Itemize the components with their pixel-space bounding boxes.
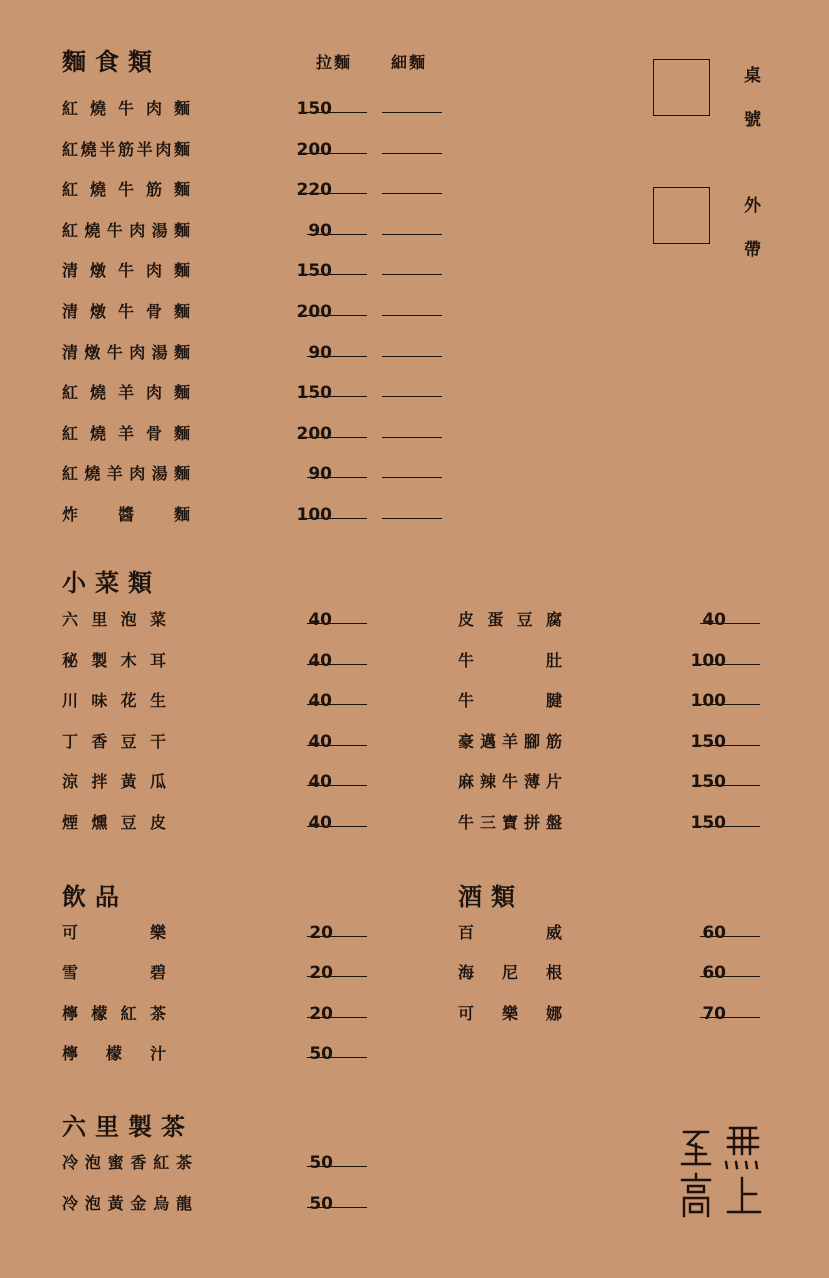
item-price: 150 — [296, 99, 332, 119]
lamian-quantity-field[interactable] — [307, 396, 367, 397]
item-name: 紅燒牛肉湯麵 — [62, 220, 190, 240]
item-price: 100 — [296, 505, 332, 525]
menu-row — [62, 607, 372, 635]
item-name: 牛腱 — [458, 691, 562, 711]
menu-row — [62, 729, 372, 757]
menu-row — [458, 1001, 768, 1029]
menu-row — [62, 920, 372, 948]
item-price: 40 — [308, 691, 332, 712]
menu-row — [62, 502, 452, 530]
menu-row — [458, 920, 768, 948]
item-price: 40 — [308, 731, 332, 752]
section-title-side-dishes: 小菜類 — [62, 569, 161, 597]
quantity-field[interactable] — [307, 936, 367, 937]
lamian-quantity-field[interactable] — [307, 112, 367, 113]
ximian-quantity-field[interactable] — [382, 234, 442, 235]
item-price: 50 — [309, 1153, 333, 1173]
menu-row — [458, 810, 768, 838]
item-name: 涼拌黃瓜 — [62, 772, 166, 792]
item-price: 100 — [690, 691, 726, 712]
quantity-field[interactable] — [700, 785, 760, 786]
table-number-label: 桌號 — [744, 66, 761, 130]
quantity-field[interactable] — [307, 1166, 367, 1167]
item-price: 70 — [702, 1003, 726, 1024]
item-price: 20 — [309, 1003, 333, 1024]
item-price: 60 — [702, 963, 726, 984]
item-price: 40 — [702, 610, 726, 630]
quantity-field[interactable] — [307, 623, 367, 624]
quantity-field[interactable] — [307, 1017, 367, 1018]
item-name: 紅燒牛筋麵 — [62, 180, 190, 200]
item-name: 川味花生 — [62, 691, 166, 711]
menu-row — [62, 380, 452, 408]
menu-row — [62, 810, 372, 838]
item-price: 200 — [296, 139, 332, 160]
item-name: 紅燒羊肉湯麵 — [62, 464, 190, 484]
quantity-field[interactable] — [307, 1057, 367, 1058]
menu-row — [62, 1150, 372, 1178]
quantity-field[interactable] — [307, 826, 367, 827]
item-price: 150 — [690, 772, 726, 793]
item-price: 200 — [296, 302, 332, 322]
menu-row — [62, 218, 452, 246]
item-name: 冷泡黃金烏龍 — [62, 1194, 192, 1213]
lamian-quantity-field[interactable] — [307, 193, 367, 194]
menu-row — [62, 1191, 372, 1219]
menu-row — [62, 421, 452, 449]
menu-row — [458, 729, 768, 757]
item-price: 90 — [308, 342, 332, 363]
item-price: 40 — [308, 610, 332, 630]
menu-row — [458, 960, 768, 988]
item-name: 清燉牛肉麵 — [62, 261, 190, 281]
ximian-quantity-field[interactable] — [382, 315, 442, 316]
item-price: 60 — [702, 923, 726, 943]
menu-row — [62, 769, 372, 797]
item-name: 紅燒羊肉麵 — [62, 383, 190, 403]
item-price: 90 — [308, 464, 332, 485]
item-price: 40 — [308, 772, 332, 793]
item-name: 紅燒羊骨麵 — [62, 423, 190, 443]
item-name: 檸檬紅茶 — [62, 1003, 166, 1023]
item-name: 可樂娜 — [458, 1003, 562, 1023]
quantity-field[interactable] — [700, 623, 760, 624]
section-title-alcohol: 酒類 — [458, 883, 524, 911]
menu-row — [62, 960, 372, 988]
item-name: 炸醬麵 — [62, 505, 190, 524]
item-price: 20 — [309, 963, 333, 984]
ximian-quantity-field[interactable] — [382, 356, 442, 357]
section-title-noodles: 麵食類 — [62, 48, 161, 76]
quantity-field[interactable] — [700, 1017, 760, 1018]
item-name: 海尼根 — [458, 963, 562, 983]
quantity-field[interactable] — [700, 826, 760, 827]
column-header-lamian: 拉麵 — [316, 53, 353, 72]
item-name: 豪邁羊腳筋 — [458, 731, 562, 751]
lamian-quantity-field[interactable] — [307, 234, 367, 235]
item-name: 可樂 — [62, 923, 166, 942]
item-price: 40 — [308, 813, 332, 833]
quantity-field[interactable] — [700, 976, 760, 977]
item-name: 丁香豆干 — [62, 731, 166, 751]
item-name: 清燉牛骨麵 — [62, 302, 190, 321]
menu-row — [62, 340, 452, 368]
item-name: 麻辣牛薄片 — [458, 772, 562, 792]
ximian-quantity-field[interactable] — [382, 437, 442, 438]
menu-row — [62, 299, 452, 327]
ximian-quantity-field[interactable] — [382, 112, 442, 113]
menu-row — [62, 1041, 372, 1069]
item-name: 紅燒牛肉麵 — [62, 99, 190, 118]
quantity-field[interactable] — [307, 1207, 367, 1208]
quantity-field[interactable] — [307, 704, 367, 705]
quantity-field[interactable] — [307, 976, 367, 977]
quantity-field[interactable] — [700, 936, 760, 937]
section-title-tea: 六里製茶 — [62, 1113, 194, 1141]
item-price: 150 — [690, 731, 726, 752]
menu-row — [62, 461, 452, 489]
item-price: 20 — [309, 923, 333, 943]
quantity-field[interactable] — [700, 704, 760, 705]
takeout-box[interactable] — [653, 187, 710, 244]
item-name: 雪碧 — [62, 963, 166, 983]
item-price: 150 — [296, 261, 332, 282]
item-price: 100 — [690, 650, 726, 671]
item-price: 200 — [296, 423, 332, 444]
item-name: 皮蛋豆腐 — [458, 610, 562, 629]
ximian-quantity-field[interactable] — [382, 274, 442, 275]
menu-row — [62, 96, 452, 124]
takeout-label: 外帶 — [744, 196, 761, 260]
menu-row — [62, 688, 372, 716]
menu-row — [458, 688, 768, 716]
column-header-ximian: 細麵 — [391, 53, 428, 72]
menu-row — [62, 648, 372, 676]
item-name: 煙燻豆皮 — [62, 813, 166, 832]
menu-row — [62, 137, 452, 165]
item-name: 秘製木耳 — [62, 650, 166, 670]
lamian-quantity-field[interactable] — [307, 356, 367, 357]
menu-row — [62, 258, 452, 286]
brand-logo — [672, 1120, 768, 1225]
item-price: 50 — [309, 1043, 333, 1064]
menu-row — [458, 769, 768, 797]
lamian-quantity-field[interactable] — [307, 477, 367, 478]
item-price: 90 — [308, 220, 332, 241]
section-title-drinks: 飲品 — [62, 883, 128, 911]
ximian-quantity-field[interactable] — [382, 477, 442, 478]
lamian-quantity-field[interactable] — [307, 315, 367, 316]
menu-row — [458, 607, 768, 635]
table-number-box[interactable] — [653, 59, 710, 116]
item-name: 百威 — [458, 923, 562, 942]
lamian-quantity-field[interactable] — [307, 274, 367, 275]
menu-row — [62, 1001, 372, 1029]
item-name: 檸檬汁 — [62, 1043, 166, 1063]
lamian-quantity-field[interactable] — [307, 437, 367, 438]
item-price: 40 — [308, 650, 332, 671]
quantity-field[interactable] — [307, 745, 367, 746]
item-price: 220 — [296, 180, 332, 201]
lamian-quantity-field[interactable] — [307, 153, 367, 154]
quantity-field[interactable] — [307, 664, 367, 665]
item-name: 清燉牛肉湯麵 — [62, 342, 190, 362]
menu-row — [62, 177, 452, 205]
item-name: 牛肚 — [458, 650, 562, 670]
ximian-quantity-field[interactable] — [382, 396, 442, 397]
menu-row — [458, 648, 768, 676]
item-name: 紅燒半筋半肉麵 — [62, 139, 190, 159]
quantity-field[interactable] — [700, 745, 760, 746]
item-price: 50 — [309, 1194, 333, 1214]
ximian-quantity-field[interactable] — [382, 193, 442, 194]
ximian-quantity-field[interactable] — [382, 518, 442, 519]
quantity-field[interactable] — [700, 664, 760, 665]
item-name: 冷泡蜜香紅茶 — [62, 1153, 192, 1172]
ximian-quantity-field[interactable] — [382, 153, 442, 154]
item-name: 牛三寶拼盤 — [458, 813, 562, 832]
item-name: 六里泡菜 — [62, 610, 166, 629]
item-price: 150 — [690, 813, 726, 833]
lamian-quantity-field[interactable] — [307, 518, 367, 519]
quantity-field[interactable] — [307, 785, 367, 786]
item-price: 150 — [296, 383, 332, 404]
